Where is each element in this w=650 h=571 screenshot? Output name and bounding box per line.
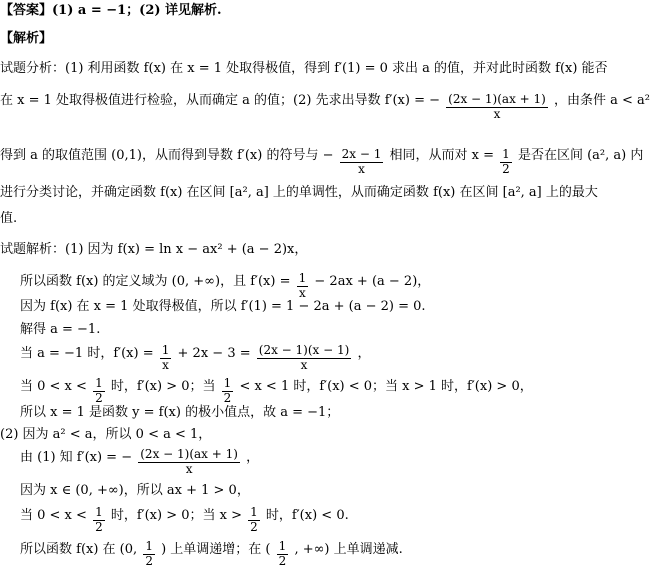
fraction-one-over-x: [160, 344, 172, 373]
solution-line-17-text-a: 所以函数 f(x) 在 (0,: [20, 541, 138, 557]
fraction-half: [93, 506, 105, 535]
fraction-numerator: 1: [298, 271, 307, 285]
solution-line-16-text-a: 当 0 < x <: [20, 507, 87, 523]
solution-line-7: [20, 272, 430, 301]
fraction-numerator: (2x − 1)(ax + 1): [448, 92, 546, 106]
answer-header: 【答案】(1) a = −1；(2) 详见解析.: [0, 3, 222, 18]
solution-line-14-text-b: ，: [246, 449, 260, 465]
fraction-numerator: (2x − 1)(x − 1): [258, 343, 350, 357]
solution-line-7-text-a: 所以函数 f(x) 的定义域为 (0, +∞)，且 f′(x) =: [20, 273, 291, 289]
fraction-half: [500, 148, 512, 177]
solution-line-11-text-a: 当 0 < x <: [20, 378, 87, 394]
analysis-line-5: 值.: [0, 211, 18, 226]
analysis-line-3-text-a: 得到 a 的取值范围 (0,1)，从而得到导数 f′(x) 的符号与 −: [0, 147, 334, 163]
fraction-one-over-x: [297, 272, 309, 301]
fraction-denominator: 2: [250, 519, 258, 534]
fraction-numerator: 1: [145, 539, 153, 553]
solution-line-16-text-c: 时，f′(x) < 0.: [265, 507, 349, 523]
fraction-denominator: x: [493, 106, 501, 121]
solution-line-7-text-b: − 2ax + (a − 2)，: [314, 273, 431, 289]
fraction-denominator: 2: [278, 553, 287, 568]
fraction-numerator: 1: [502, 147, 510, 161]
analysis-line-3-text-c: 是否在区间 (a², a) 内: [517, 147, 644, 163]
fraction-sign: [340, 148, 384, 177]
solution-line-10-text-c: ，: [357, 345, 371, 361]
solution-line-12: 所以 x = 1 是函数 y = f(x) 的极小值点，故 a = −1；: [20, 405, 340, 420]
fraction-numerator: 1: [95, 505, 103, 519]
analysis-line-4: 进行分类讨论，并确定函数 f(x) 在区间 [a², a] 上的单调性，从而确定函数 f(x) 在区间 [a², a] 上的最大: [0, 185, 598, 200]
fraction-denominator: 2: [223, 390, 232, 405]
solution-line-11-text-c: < x < 1 时，f′(x) < 0；当 x > 1 时，f′(x) > 0，: [239, 378, 533, 394]
fraction-half: [277, 540, 289, 569]
fraction-factored-derivative: [257, 344, 352, 373]
solution-line-11: [20, 377, 533, 406]
fraction-denominator: x: [185, 461, 193, 476]
solution-line-16: [20, 506, 349, 535]
fraction-numerator: 1: [161, 343, 170, 357]
analysis-line-1: 试题分析：(1) 利用函数 f(x) 在 x = 1 处取得极值，得到 f′(1) = 0 求出 a 的值，并对此时函数 f(x) 能否: [0, 61, 608, 76]
analysis-line-3-text-b: 相同，从而对 x =: [389, 147, 495, 163]
fraction-denominator: 2: [502, 161, 510, 176]
solution-line-6: 试题解析：(1) 因为 f(x) = ln x − ax² + (a − 2)x，: [0, 242, 308, 257]
fraction-denominator: 2: [145, 553, 153, 568]
solution-line-8: 因为 f(x) 在 x = 1 处取得极值，所以 f′(1) = 1 − 2a + (a − 2) = 0.: [20, 299, 426, 314]
solution-line-11-text-b: 时，f′(x) > 0；当: [110, 378, 216, 394]
solution-line-13: (2) 因为 a² < a，所以 0 < a < 1，: [0, 427, 212, 442]
fraction-half: [93, 377, 105, 406]
solution-line-10-text-a: 当 a = −1 时，f′(x) =: [20, 345, 154, 361]
fraction-denominator: 2: [95, 390, 103, 405]
fraction-denominator: 2: [95, 519, 103, 534]
analysis-line-2-text-a: 在 x = 1 处取得极值进行检验，从而确定 a 的值；(2) 先求出导数 f′(x) = −: [0, 92, 441, 108]
solution-line-10-text-b: + 2x − 3 =: [177, 345, 251, 361]
solution-line-14-text-a: 由 (1) 知 f′(x) = −: [20, 449, 133, 465]
solution-line-16-text-b: 时，f′(x) > 0；当 x >: [110, 507, 242, 523]
analysis-line-2-text-b: ，由条件 a < a²: [553, 92, 650, 108]
solution-line-17-text-b: ) 上单调递增；在 (: [161, 541, 271, 557]
fraction-half: [222, 377, 234, 406]
solution-line-9: 解得 a = −1.: [20, 322, 101, 337]
fraction-numerator: 1: [278, 539, 287, 553]
analysis-header: 【解析】: [0, 31, 53, 46]
solution-line-10: [20, 344, 370, 373]
fraction-numerator: (2x − 1)(ax + 1): [140, 447, 238, 461]
fraction-derivative: [138, 448, 240, 477]
solution-line-17: [20, 540, 403, 569]
analysis-line-3: [0, 148, 643, 177]
fraction-denominator: x: [300, 357, 308, 372]
fraction-denominator: x: [162, 357, 169, 372]
fraction-half: [143, 540, 155, 569]
solution-line-15: 因为 x ∈ (0, +∞)，所以 ax + 1 > 0，: [20, 483, 250, 498]
solution-line-14: [20, 448, 259, 477]
fraction-denominator: x: [299, 285, 306, 300]
solution-line-17-text-c: , +∞) 上单调递减.: [294, 541, 403, 557]
fraction-half: [248, 506, 260, 535]
fraction-numerator: 1: [250, 505, 258, 519]
analysis-line-2: [0, 93, 650, 122]
fraction-denominator: x: [358, 161, 365, 176]
fraction-numerator: 1: [95, 376, 103, 390]
fraction-derivative: [446, 93, 548, 122]
fraction-numerator: 1: [223, 376, 232, 390]
fraction-numerator: 2x − 1: [341, 147, 382, 161]
